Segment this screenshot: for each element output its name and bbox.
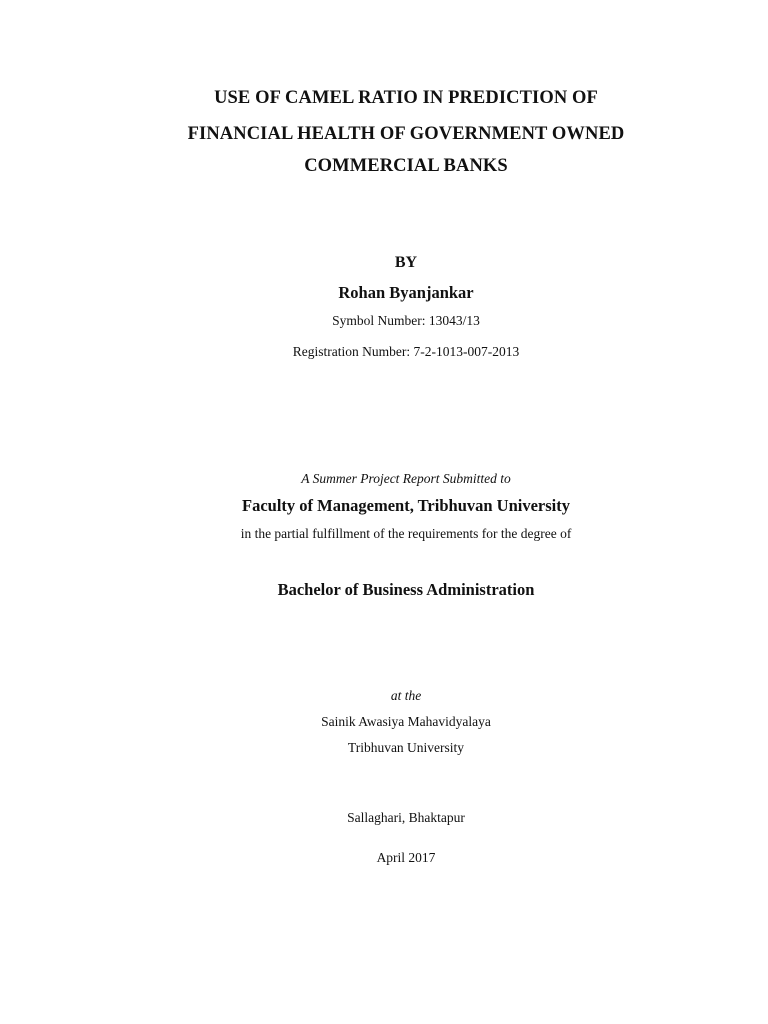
title-line-2: FINANCIAL HEALTH OF GOVERNMENT OWNED (187, 124, 625, 144)
author-name: Rohan Byanjankar (338, 283, 474, 302)
college-name: Sainik Awasiya Mahavidyalaya (321, 714, 491, 729)
at-label: at the (390, 688, 422, 703)
symbol-number: Symbol Number: 13043/13 (332, 313, 480, 328)
location: Sallaghari, Bhaktapur (347, 810, 465, 825)
title-line-1: USE OF CAMEL RATIO IN PREDICTION OF (214, 88, 598, 108)
submission-intro: A Summer Project Report Submitted to (301, 471, 511, 486)
degree-name: Bachelor of Business Administration (277, 580, 535, 599)
title-line-3: COMMERCIAL BANKS (304, 156, 508, 176)
university-name: Tribhuvan University (347, 740, 465, 755)
faculty-name: Faculty of Management, Tribhuvan University (241, 496, 570, 515)
registration-number: Registration Number: 7-2-1013-007-2013 (292, 344, 520, 359)
by-label: BY (394, 254, 418, 271)
submission-date: April 2017 (376, 850, 436, 865)
fulfillment-text: in the partial fulfillment of the requirements for the degree of (240, 526, 572, 541)
